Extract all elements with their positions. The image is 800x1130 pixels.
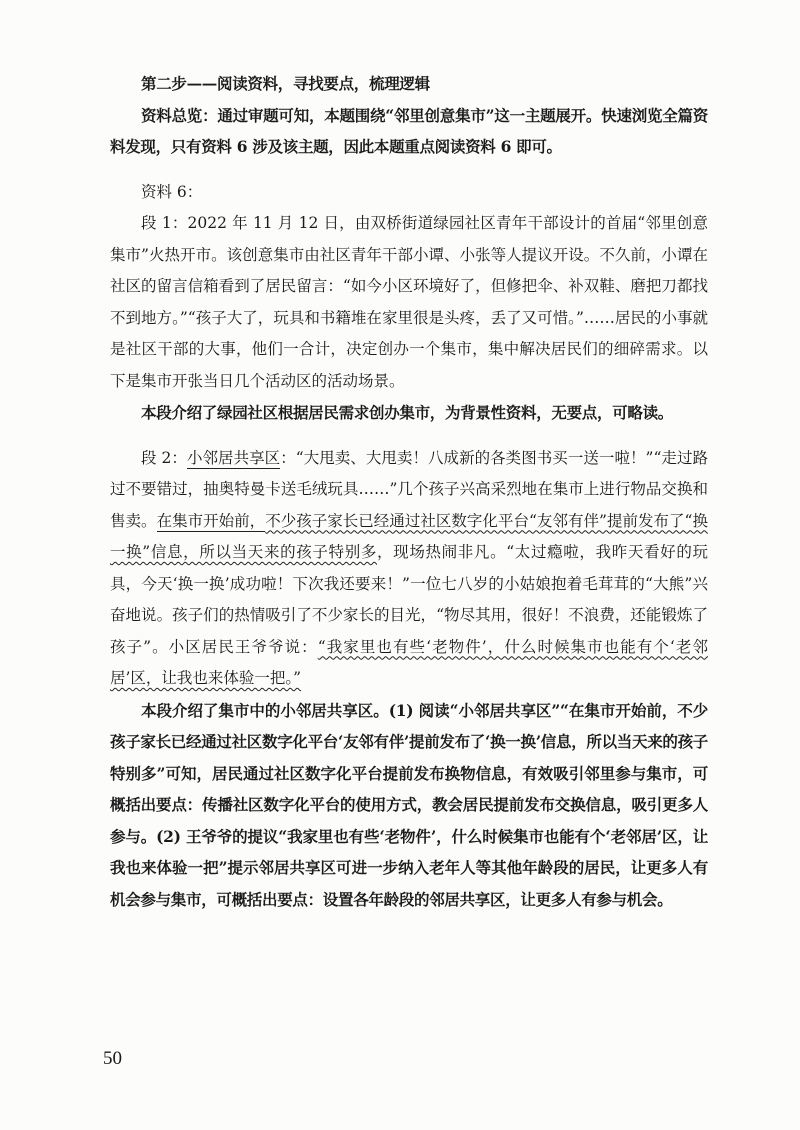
material-label: 资料 6： (141, 182, 203, 201)
zone-name: 小邻居共享区 (186, 448, 281, 467)
underline-phrase-1a: 在集市开始前， (156, 511, 266, 530)
wavy-phrase-1b: 不少孩子家长已经通过社区数字化平台“友邻有伴”提前发布了“换一换”信息，所以当天来的孩子特别多 (110, 511, 708, 561)
para2-text-1: ：“大甩卖、大甩卖！八成新的各类图书买一送一啦！”“走过路过不要错过，抽奥特曼卡送毛绒玩具……”几个孩子兴高采烈地在集市上进行物品交换和售卖。 (110, 448, 708, 530)
overview-paragraph: 资料总览：通过审题可知，本题围绕“邻里创意集市”这一主题展开。快速浏览全篇资料发现，只有资料 6 涉及该主题，因此本题重点阅读资料 6 即可。 (110, 105, 708, 156)
paragraph-1: 段 1：2022 年 11 月 12 日，由双桥街道绿园社区青年干部设计的首届“邻里创意集市”火热开市。该创意集市由社区青年干部小谭、小张等人提议开设。不久前，小谭在社区的留言信箱看到了居民留言：“如今小区环境好了，但修把伞、补双鞋、磨把刀都找不到地方。”“孩子大了，玩具和书籍堆在家里很是头疼，丢了又可惜。”……居民的小事就是社区干部的大事，他们一合计，决定创办一个集市，集中解决居民们的细碎需求。以下是集市开张当日几个活动区的活动场景。 (110, 214, 708, 390)
wavy-phrase-2: “我家里也有些‘老物件’，什么时候集市也能有个‘老邻居’区，让我也来体验一把。” (110, 637, 708, 687)
note-paragraph-1: 本段介绍了绿园社区根据居民需求创办集市，为背景性资料，无要点，可略读。 (141, 403, 674, 422)
step-heading: 第二步——阅读资料，寻找要点，梳理逻辑 (141, 74, 430, 93)
note-paragraph-2: 本段介绍了集市中的小邻居共享区。(1) 阅读“小邻居共享区”“在集市开始前，不少孩子家长已经通过社区数字化平台‘友邻有伴’提前发布了‘换一换’信息，所以当天来的孩子特别多”可知，居民通过社区数字化平台提前发布换物信息，有效吸引邻里参与集市，可概括出要点：传播社区数字化平台的使用方式，教会居民提前发布交换信息，吸引更多人参与。(2) 王爷爷的提议“我家里也有些‘老物件’，什么时候集市也能有个‘老邻居’区，让我也来体验一把”提示邻居共享区可进一步纳入老年人等其他年龄段的居民，让更多人有机会参与集市，可概括出要点：设置各年龄段的邻居共享区，让更多人有参与机会。 (110, 700, 708, 909)
para2-text-2: ，现场热闹非凡。“太过瘾啦，我昨天看好的玩具，今天‘换一换’成功啦！下次我还要来！”一位七八岁的小姑娘抱着毛茸茸的“大熊”兴奋地说。孩子们的热情吸引了不少家长的目光，“物尽其用，很好！不浪费，还能锻炼了孩子”。小区居民王爷爷说： (110, 543, 708, 656)
para2-prefix: 段 2： (141, 448, 187, 467)
paragraph-2 (110, 443, 708, 695)
document-body (110, 68, 708, 915)
page-number: 50 (103, 1048, 122, 1069)
